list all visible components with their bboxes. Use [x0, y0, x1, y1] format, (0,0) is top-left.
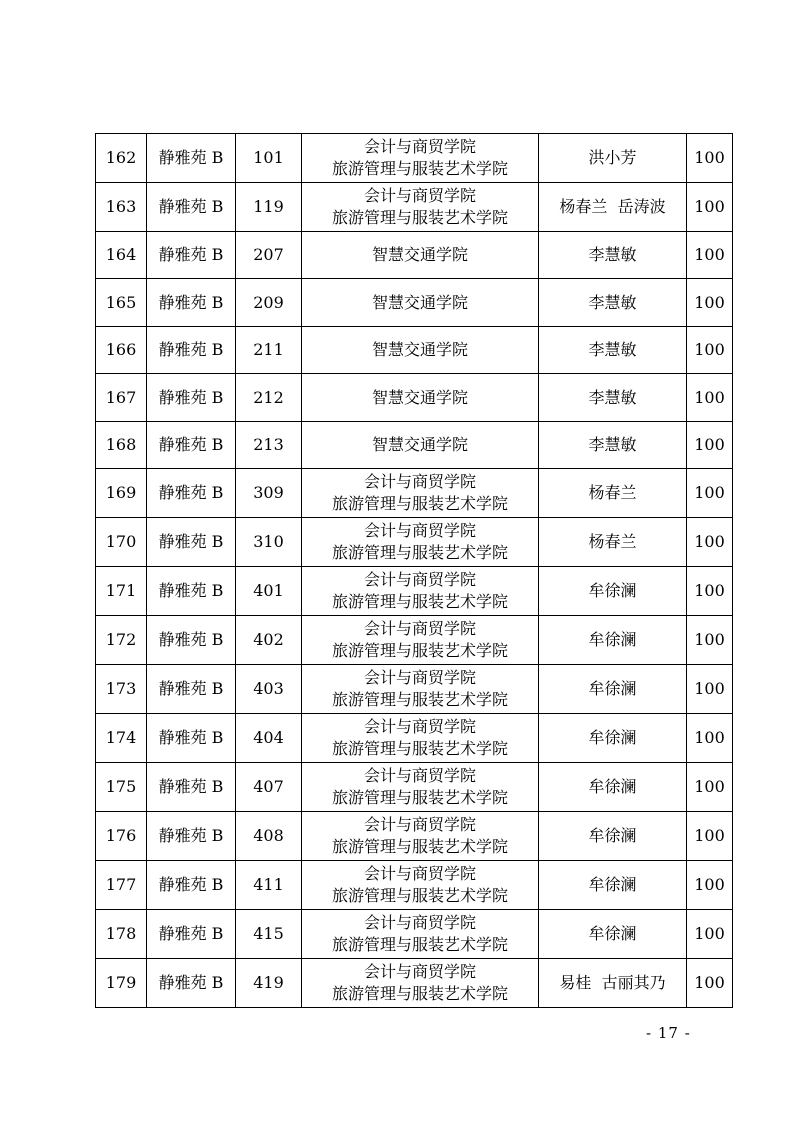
college-cell — [302, 183, 539, 232]
person-cell: 牟徐澜 — [539, 861, 687, 910]
row-number-cell: 166 — [96, 327, 147, 374]
college-cell — [302, 763, 539, 812]
row-number-cell: 174 — [96, 714, 147, 763]
table-row — [96, 812, 733, 861]
table-row — [96, 567, 733, 616]
score-cell: 100 — [687, 134, 733, 183]
table-body — [96, 134, 733, 1008]
college-cell — [302, 959, 539, 1008]
building-cell: 静雅苑 B — [147, 763, 236, 812]
row-number-cell: 163 — [96, 183, 147, 232]
college-cell — [302, 861, 539, 910]
room-number-cell: 209 — [236, 279, 302, 327]
table-row — [96, 134, 733, 183]
building-cell: 静雅苑 B — [147, 812, 236, 861]
college-name: 旅游管理与服装艺术学院 — [331, 592, 508, 611]
person-cell: 牟徐澜 — [539, 910, 687, 959]
building-cell: 静雅苑 B — [147, 134, 236, 183]
college-cell — [302, 374, 539, 422]
college-cell — [302, 232, 539, 279]
room-number-cell: 211 — [236, 327, 302, 374]
score-cell: 100 — [687, 910, 733, 959]
building-cell: 静雅苑 B — [147, 327, 236, 374]
score-cell: 100 — [687, 469, 733, 518]
table-row — [96, 327, 733, 374]
person-cell: 洪小芳 — [539, 134, 687, 183]
table-row — [96, 763, 733, 812]
college-cell — [302, 616, 539, 665]
college-name: 会计与商贸学院 — [363, 137, 476, 156]
person-cell: 李慧敏 — [539, 422, 687, 469]
building-cell: 静雅苑 B — [147, 910, 236, 959]
score-cell: 100 — [687, 327, 733, 374]
table-row — [96, 861, 733, 910]
college-name: 旅游管理与服装艺术学院 — [331, 984, 508, 1003]
building-cell: 静雅苑 B — [147, 232, 236, 279]
building-cell: 静雅苑 B — [147, 665, 236, 714]
table-row — [96, 374, 733, 422]
row-number-cell: 173 — [96, 665, 147, 714]
building-cell: 静雅苑 B — [147, 714, 236, 763]
college-cell — [302, 134, 539, 183]
person-cell: 牟徐澜 — [539, 763, 687, 812]
score-cell: 100 — [687, 714, 733, 763]
college-cell — [302, 714, 539, 763]
table-row — [96, 469, 733, 518]
college-cell — [302, 665, 539, 714]
room-number-cell: 402 — [236, 616, 302, 665]
row-number-cell: 164 — [96, 232, 147, 279]
table-row — [96, 910, 733, 959]
room-number-cell: 101 — [236, 134, 302, 183]
college-name: 会计与商贸学院 — [363, 815, 476, 834]
college-cell — [302, 279, 539, 327]
room-number-cell: 401 — [236, 567, 302, 616]
score-cell: 100 — [687, 422, 733, 469]
row-number-cell: 167 — [96, 374, 147, 422]
person-cell: 李慧敏 — [539, 232, 687, 279]
room-number-cell: 411 — [236, 861, 302, 910]
person-cell: 杨春兰 岳涛波 — [539, 183, 687, 232]
college-name: 会计与商贸学院 — [363, 472, 476, 491]
building-cell: 静雅苑 B — [147, 616, 236, 665]
row-number-cell: 177 — [96, 861, 147, 910]
college-name: 会计与商贸学院 — [363, 913, 476, 932]
person-cell: 李慧敏 — [539, 374, 687, 422]
score-cell: 100 — [687, 665, 733, 714]
row-number-cell: 165 — [96, 279, 147, 327]
college-name: 会计与商贸学院 — [363, 864, 476, 883]
college-name: 旅游管理与服装艺术学院 — [331, 543, 508, 562]
college-name: 旅游管理与服装艺术学院 — [331, 641, 508, 660]
score-cell: 100 — [687, 616, 733, 665]
college-name: 会计与商贸学院 — [363, 766, 476, 785]
college-cell — [302, 567, 539, 616]
person-cell: 易桂 古丽其乃 — [539, 959, 687, 1008]
row-number-cell: 176 — [96, 812, 147, 861]
room-number-cell: 207 — [236, 232, 302, 279]
college-name: 旅游管理与服装艺术学院 — [331, 935, 508, 954]
dormitory-score-table — [95, 133, 733, 1008]
table-row — [96, 232, 733, 279]
college-name: 旅游管理与服装艺术学院 — [331, 739, 508, 758]
college-name: 智慧交通学院 — [371, 292, 468, 312]
row-number-cell: 169 — [96, 469, 147, 518]
room-number-cell: 407 — [236, 763, 302, 812]
college-name: 旅游管理与服装艺术学院 — [331, 837, 508, 856]
table-row — [96, 279, 733, 327]
building-cell: 静雅苑 B — [147, 183, 236, 232]
table-row — [96, 665, 733, 714]
row-number-cell: 162 — [96, 134, 147, 183]
score-cell: 100 — [687, 763, 733, 812]
score-cell: 100 — [687, 279, 733, 327]
row-number-cell: 168 — [96, 422, 147, 469]
building-cell: 静雅苑 B — [147, 374, 236, 422]
person-cell: 李慧敏 — [539, 279, 687, 327]
college-name: 智慧交通学院 — [371, 435, 468, 454]
college-name: 旅游管理与服装艺术学院 — [331, 690, 508, 709]
score-cell: 100 — [687, 183, 733, 232]
college-name: 会计与商贸学院 — [363, 619, 476, 638]
college-name: 会计与商贸学院 — [363, 668, 476, 687]
building-cell: 静雅苑 B — [147, 469, 236, 518]
college-name: 会计与商贸学院 — [363, 186, 476, 205]
row-number-cell: 171 — [96, 567, 147, 616]
score-cell: 100 — [687, 861, 733, 910]
score-cell: 100 — [687, 959, 733, 1008]
room-number-cell: 119 — [236, 183, 302, 232]
college-name: 智慧交通学院 — [371, 387, 468, 407]
person-cell: 牟徐澜 — [539, 665, 687, 714]
college-cell — [302, 327, 539, 374]
page-number: - 17 - — [646, 1024, 691, 1042]
college-cell — [302, 812, 539, 861]
building-cell: 静雅苑 B — [147, 422, 236, 469]
room-number-cell: 309 — [236, 469, 302, 518]
table-row — [96, 422, 733, 469]
person-cell: 牟徐澜 — [539, 616, 687, 665]
college-name: 旅游管理与服装艺术学院 — [331, 886, 508, 905]
college-name: 会计与商贸学院 — [363, 521, 476, 540]
row-number-cell: 179 — [96, 959, 147, 1008]
college-name: 旅游管理与服装艺术学院 — [331, 494, 508, 513]
score-cell: 100 — [687, 374, 733, 422]
score-cell: 100 — [687, 232, 733, 279]
college-name: 旅游管理与服装艺术学院 — [331, 788, 508, 807]
person-cell: 杨春兰 — [539, 518, 687, 567]
person-cell: 牟徐澜 — [539, 567, 687, 616]
room-number-cell: 403 — [236, 665, 302, 714]
building-cell: 静雅苑 B — [147, 567, 236, 616]
table-row — [96, 616, 733, 665]
score-cell: 100 — [687, 518, 733, 567]
room-number-cell: 404 — [236, 714, 302, 763]
building-cell: 静雅苑 B — [147, 959, 236, 1008]
college-name: 会计与商贸学院 — [363, 570, 476, 589]
table-row — [96, 714, 733, 763]
row-number-cell: 170 — [96, 518, 147, 567]
row-number-cell: 178 — [96, 910, 147, 959]
row-number-cell: 175 — [96, 763, 147, 812]
room-number-cell: 415 — [236, 910, 302, 959]
score-cell: 100 — [687, 812, 733, 861]
room-number-cell: 213 — [236, 422, 302, 469]
person-cell: 杨春兰 — [539, 469, 687, 518]
building-cell: 静雅苑 B — [147, 279, 236, 327]
score-cell: 100 — [687, 567, 733, 616]
room-number-cell: 419 — [236, 959, 302, 1008]
college-name: 旅游管理与服装艺术学院 — [331, 159, 508, 178]
college-name: 旅游管理与服装艺术学院 — [331, 208, 508, 227]
college-cell — [302, 910, 539, 959]
college-cell — [302, 469, 539, 518]
college-cell — [302, 422, 539, 469]
person-cell: 牟徐澜 — [539, 714, 687, 763]
college-name: 智慧交通学院 — [371, 340, 468, 359]
building-cell: 静雅苑 B — [147, 861, 236, 910]
person-cell: 李慧敏 — [539, 327, 687, 374]
room-number-cell: 408 — [236, 812, 302, 861]
college-name: 会计与商贸学院 — [363, 717, 476, 736]
table-row — [96, 183, 733, 232]
room-number-cell: 212 — [236, 374, 302, 422]
college-name: 智慧交通学院 — [371, 245, 468, 264]
college-name: 会计与商贸学院 — [363, 962, 476, 981]
room-number-cell: 310 — [236, 518, 302, 567]
college-cell — [302, 518, 539, 567]
row-number-cell: 172 — [96, 616, 147, 665]
table-row — [96, 959, 733, 1008]
building-cell: 静雅苑 B — [147, 518, 236, 567]
table-row — [96, 518, 733, 567]
person-cell: 牟徐澜 — [539, 812, 687, 861]
